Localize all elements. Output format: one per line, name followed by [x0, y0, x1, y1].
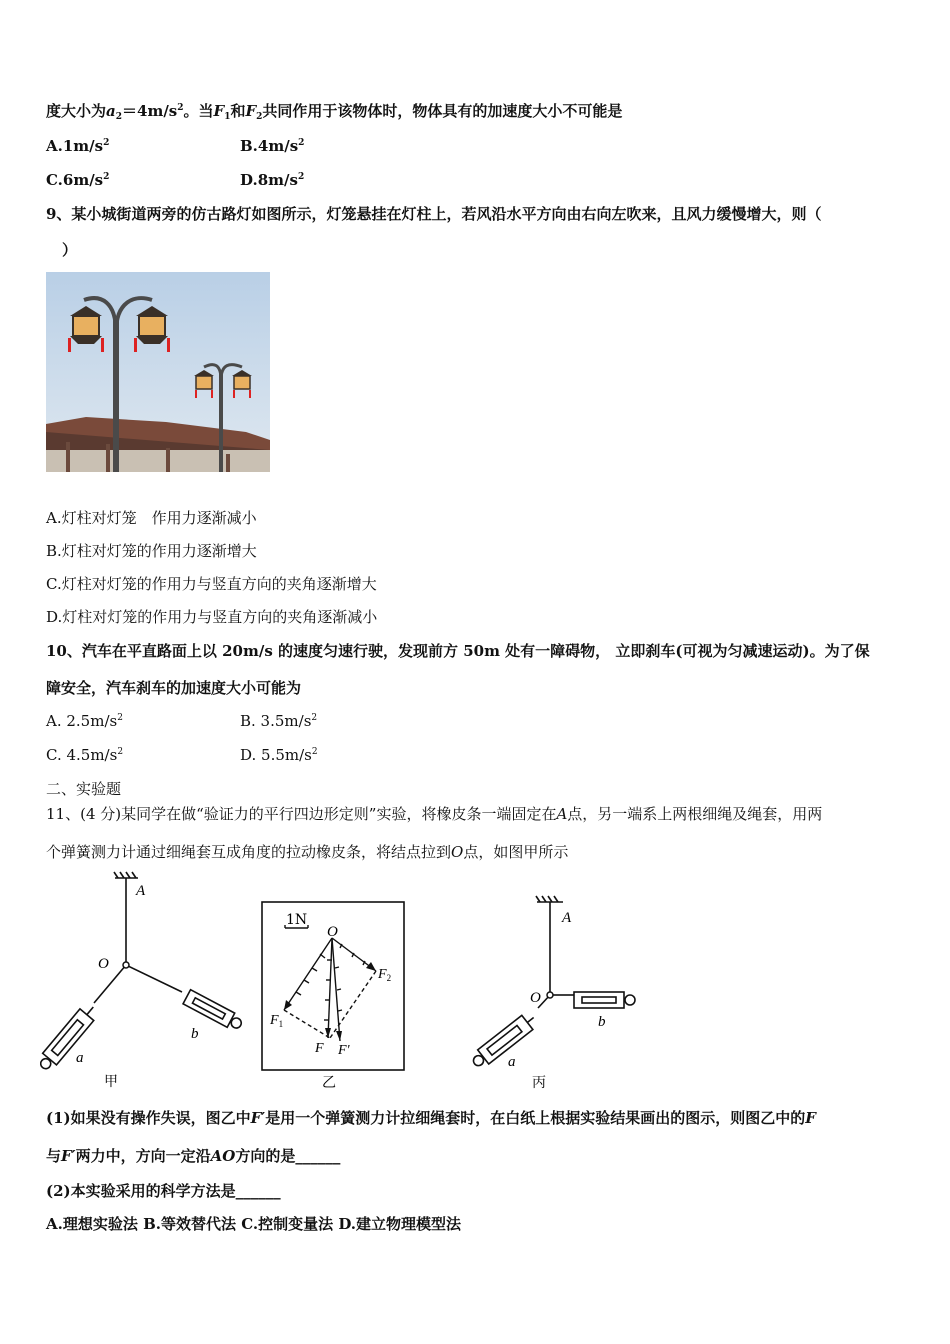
- jia-label-b: b: [191, 1026, 199, 1042]
- q9-option-b: B.灯柱对灯笼的作用力逐渐增大: [46, 542, 257, 560]
- q8-option-a: $A.1m/s^2$: [46, 137, 110, 155]
- q8-option-b: $B.4m/s^2$: [240, 137, 305, 155]
- bing-label-b: b: [598, 1014, 606, 1030]
- jia-label-o: O: [98, 956, 109, 972]
- bing-label-a: a: [508, 1054, 516, 1070]
- q10-option-c: C. $4.5m/s^2$: [46, 746, 124, 764]
- jia-label-a: a: [76, 1050, 84, 1066]
- q8-option-d: $D.8m/s^2$: [240, 171, 305, 189]
- q11-stem-cont: 个弹簧测力计通过细绳套互成角度的拉动橡皮条，将结点拉到O点，如图甲所示: [46, 843, 569, 861]
- q9-stem: 9、某小城街道两旁的仿古路灯如图所示，灯笼悬挂在灯柱上，若风沿水平方向由右向左吹来，且风力缓慢增大，则（: [46, 205, 822, 223]
- q10-stem: 10、汽车在平直路面上以 20m/s 的速度匀速行驶，发现前方 50m 处有一障碍物， 立即刹车(可视为匀减速运动)。为了保: [46, 642, 870, 660]
- bing-caption: 丙: [532, 1075, 546, 1090]
- street-lamp-photo: [46, 272, 270, 472]
- figure-jia: [40, 868, 250, 1090]
- q10-stem-cont: 障安全，汽车刹车的加速度大小可能为: [46, 679, 302, 697]
- street-lamp-drawing: [46, 272, 270, 472]
- section-heading: 二、实验题: [46, 780, 122, 798]
- q10-option-b: B. $3.5m/s^2$: [240, 712, 318, 730]
- yi-label-f2: $F_2$: [378, 967, 392, 983]
- q9-option-a: A.灯柱对灯笼 作用力逐渐减小: [46, 509, 257, 527]
- yi-label-f: F: [315, 1041, 324, 1056]
- yi-label-f1: $F_1$: [270, 1013, 284, 1029]
- q8-option-c: $C.6m/s^2$: [46, 171, 110, 189]
- q9-stem-cont: ）: [62, 241, 78, 259]
- q10-option-a: A. $2.5m/s^2$: [46, 712, 123, 730]
- bing-label-o: O: [530, 990, 541, 1006]
- yi-label-o: O: [327, 924, 338, 940]
- q11-part2-options: A.理想实验法 B.等效替代法 C.控制变量法 D.建立物理模型法: [46, 1215, 462, 1233]
- q11-part2: (2)本实验采用的科学方法是______: [46, 1182, 281, 1200]
- jia-label-a-point: A: [136, 883, 146, 899]
- q11-stem: 11、(4 分)某同学在做“验证力的平行四边形定则”实验，将橡皮条一端固定在A点，另一端系上两根细绳及绳套，用两: [46, 805, 823, 823]
- q11-part1-cont: 与F′两力中，方向一定沿AO方向的是______: [46, 1147, 341, 1165]
- figure-bing: [470, 888, 650, 1090]
- yi-scale-label: 1N: [286, 912, 308, 928]
- q9-option-c: C.灯柱对灯笼的作用力与竖直方向的夹角逐渐增大: [46, 575, 377, 593]
- jia-caption: 甲: [104, 1074, 118, 1090]
- yi-label-fprime: F': [338, 1043, 350, 1058]
- q8-stem: 度大小为$a_2=4m/s^2$。当$F_1$和$F_2$共同作用于该物体时，物体具有的加速度大小不可能是: [46, 102, 623, 122]
- q9-option-d: D.灯柱对灯笼的作用力与竖直方向的夹角逐渐减小: [46, 608, 378, 626]
- bing-label-a-point: A: [562, 910, 572, 926]
- figure-yi: [258, 898, 408, 1090]
- yi-caption: 乙: [322, 1075, 336, 1090]
- q11-part1: (1)如果没有操作失误，图乙中F′是用一个弹簧测力计拉细绳套时，在白纸上根据实验结果画出的图示，则图乙中的F: [46, 1109, 816, 1127]
- q10-option-d: D. $5.5m/s^2$: [240, 746, 318, 764]
